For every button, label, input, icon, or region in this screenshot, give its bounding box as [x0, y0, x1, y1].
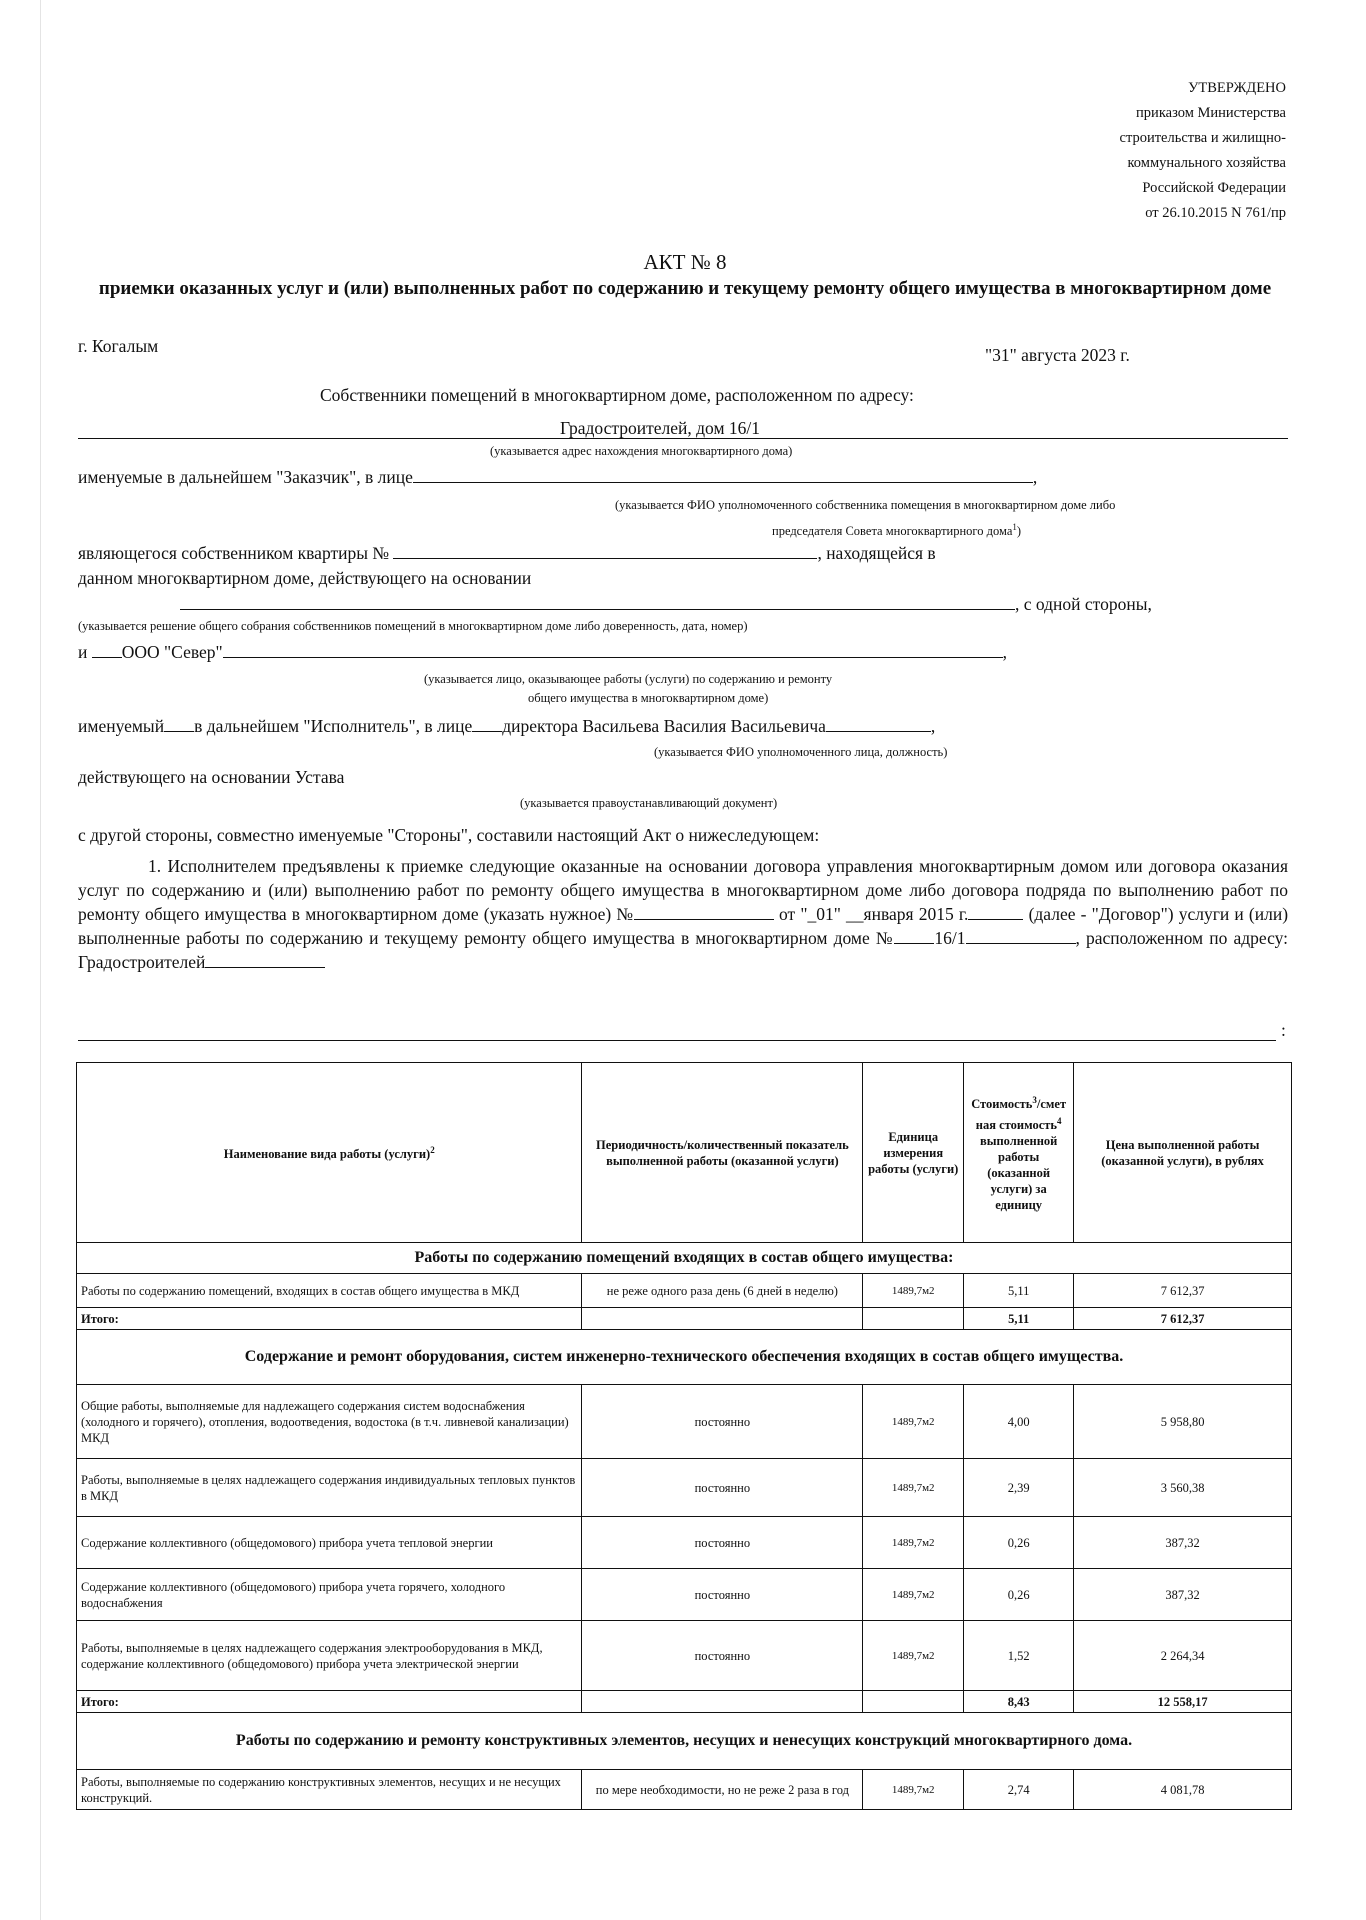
approval-line: приказом Министерства — [1136, 105, 1286, 121]
row-period: постоянно — [582, 1459, 863, 1517]
table-row — [77, 1385, 1292, 1459]
paragraph-from: от " — [779, 904, 808, 924]
customer-hint-close: ) — [1016, 524, 1022, 539]
section-title: Работы по содержанию помещений входящих в состав общего имущества: — [77, 1243, 1292, 1274]
section-row — [77, 1243, 1292, 1274]
row-cost: 2,39 — [964, 1459, 1074, 1517]
owners-line: Собственники помещений в многоквартирном доме, расположенном по адресу: — [320, 385, 914, 405]
table-row — [77, 1517, 1292, 1569]
city: г. Когалым — [78, 336, 159, 356]
table-header-row — [77, 1063, 1292, 1243]
house-blank — [894, 927, 934, 944]
basis-field — [180, 593, 1015, 610]
section-row — [77, 1330, 1292, 1385]
row-unit: 1489,7м2 — [863, 1274, 964, 1308]
act-title — [75, 248, 1295, 302]
approval-line: строительства и жилищно- — [1119, 130, 1286, 146]
works-table — [76, 1062, 1292, 1810]
row-period: не реже одного раза день (6 дней в неделю) — [582, 1274, 863, 1308]
section-row — [77, 1713, 1292, 1770]
street-field — [205, 951, 325, 968]
row-period: по мере необходимости, но не реже 2 раза в год — [582, 1770, 863, 1810]
row-cost: 2,74 — [964, 1770, 1074, 1810]
executor-blank — [164, 715, 194, 732]
paragraph-lead: 1. Исполнителем предъявлены к приемке следующие оказанные на основании договора управления многоквартирным домом или договора оказания услуг по содержанию и (или) выполнению работ по ремонту общего имущества в многоквартирном доме либо договора подряда по выполнению работ по ремонту общего имущества в многоквартирном доме (указать нужное) — [78, 856, 1288, 924]
owner-apt-label: являющегося собственником квартиры № — [78, 543, 390, 563]
customer-hint: (указывается ФИО уполномоченного собственника помещения в многоквартирном доме либо — [615, 498, 1116, 512]
header-period: Периодичность/количественный показатель выполненной работы (оказанной услуги) — [582, 1063, 863, 1243]
total-empty — [582, 1691, 863, 1713]
customer-field — [413, 466, 1033, 483]
act-date: "31" августа 2023 г. — [985, 345, 1130, 365]
row-unit: 1489,7м2 — [863, 1459, 964, 1517]
row-cost: 5,11 — [964, 1274, 1074, 1308]
paragraph-colon: : — [1281, 1020, 1286, 1040]
approval-line: УТВЕРЖДЕНО — [1188, 80, 1286, 96]
paragraph-no: № — [616, 904, 634, 924]
row-unit: 1489,7м2 — [863, 1385, 964, 1459]
customer-label: именуемые в дальнейшем "Заказчик", в лице — [78, 467, 413, 487]
total-label: Итого: — [77, 1308, 582, 1330]
row-unit: 1489,7м2 — [863, 1569, 964, 1621]
row-name: Работы, выполняемые по содержанию конструктивных элементов, несущих и не несущих конструкций. — [77, 1770, 582, 1810]
table-row — [77, 1569, 1292, 1621]
contract-number-field — [634, 903, 774, 920]
basis-doc-line: действующего на основании Устава — [78, 767, 345, 787]
header-unit: Единица измерения работы (услуги) — [863, 1063, 964, 1243]
total-label: Итого: — [77, 1691, 582, 1713]
act-subtitle: приемки оказанных услуг и (или) выполненных работ по содержанию и текущему ремонту общего имущества в многоквартирном доме — [98, 278, 1272, 299]
approval-line: от 26.10.2015 N 761/пр — [1145, 205, 1286, 221]
row-cost: 0,26 — [964, 1517, 1074, 1569]
contract-day: _01 — [807, 904, 834, 924]
house-line: данном многоквартирном доме, действующего на основании — [78, 568, 532, 588]
row-name: Содержание коллективного (общедомового) прибора учета тепловой энергии — [77, 1517, 582, 1569]
total-cost: 5,11 — [964, 1308, 1074, 1330]
total-empty — [863, 1691, 964, 1713]
basis-doc-hint: (указывается правоустанавливающий документ) — [520, 796, 778, 810]
row-unit: 1489,7м2 — [863, 1517, 964, 1569]
year-field — [968, 903, 1023, 920]
address-value: Градостроителей, дом 16/1 — [560, 418, 761, 438]
act-number: АКТ № 8 — [643, 250, 727, 274]
section-title: Работы по содержанию и ремонту конструктивных элементов, несущих и ненесущих конструкций многоквартирного дома. — [77, 1713, 1292, 1770]
row-unit: 1489,7м2 — [863, 1621, 964, 1691]
row-price: 387,32 — [1074, 1569, 1292, 1621]
row-cost: 4,00 — [964, 1385, 1074, 1459]
owner-apt-end: , находящейся в — [817, 543, 936, 563]
executor-blank-2 — [472, 715, 502, 732]
contractor-blank — [92, 641, 122, 658]
row-name: Содержание коллективного (общедомового) прибора учета горячего, холодного водоснабжения — [77, 1569, 582, 1621]
row-name: Работы, выполняемые в целях надлежащего содержания индивидуальных тепловых пунктов в МКД — [77, 1459, 582, 1517]
basis-line — [180, 592, 1152, 616]
row-period: постоянно — [582, 1621, 863, 1691]
row-price: 3 560,38 — [1074, 1459, 1292, 1517]
paragraph-loc: , расположенном по адресу: — [1075, 928, 1288, 948]
row-period: постоянно — [582, 1569, 863, 1621]
customer-hint-text: председателя Совета многоквартирного дома — [772, 524, 1013, 539]
total-price: 7 612,37 — [1074, 1308, 1292, 1330]
total-row — [77, 1308, 1292, 1330]
table-row — [77, 1770, 1292, 1810]
paragraph-rest: (далее - "Договор") услуги и (или) выполненные работы по содержанию и текущему ремонту общего имущества в многоквартирном доме № — [78, 904, 1289, 948]
scan-edge — [40, 0, 41, 1920]
table-row — [77, 1621, 1292, 1691]
contractor-hint: (указывается лицо, оказывающее работы (услуги) по содержанию и ремонту — [424, 672, 833, 686]
row-name: Работы по содержанию помещений, входящих в состав общего имущества в МКД — [77, 1274, 582, 1308]
row-name: Общие работы, выполняемые для надлежащего содержания систем водоснабжения (холодного и горячего), отопления, водоотведения, водостока (в т.ч. ливневой канализации) МКД — [77, 1385, 582, 1459]
other-side-line: с другой стороны, совместно именуемые "Стороны", составили настоящий Акт о нижеследующем: — [78, 825, 820, 845]
footnote-mark: 2 — [430, 1145, 435, 1156]
contractor-field — [223, 641, 1003, 658]
approval-line: коммунального хозяйства — [1127, 155, 1286, 171]
row-unit: 1489,7м2 — [863, 1770, 964, 1810]
row-price: 4 081,78 — [1074, 1770, 1292, 1810]
apartment-field — [393, 542, 817, 559]
row-price: 2 264,34 — [1074, 1621, 1292, 1691]
row-period: постоянно — [582, 1385, 863, 1459]
contractor-line: и ООО "Север" , — [78, 642, 1008, 662]
table-row — [77, 1459, 1292, 1517]
executor-line: именуемый в дальнейшем "Исполнитель", в лице директора Васильева Василия Васильевича , — [78, 716, 936, 736]
row-price: 387,32 — [1074, 1517, 1292, 1569]
executor-field — [826, 715, 931, 732]
customer-hint-2 — [772, 519, 1021, 539]
row-name: Работы, выполняемые в целях надлежащего содержания электрооборудования в МКД, содержание коллективного (общедомового) прибора учета электрической энергии — [77, 1621, 582, 1691]
house-field — [966, 927, 1076, 944]
total-empty — [582, 1308, 863, 1330]
header-name-text: Наименование вида работы (услуги) — [223, 1147, 431, 1162]
header-cost-c: выполненной работы (оказанной услуги) за единицу — [979, 1133, 1058, 1212]
customer-line: именуемые в дальнейшем "Заказчик", в лице , — [78, 467, 1038, 487]
header-price: Цена выполненной работы (оказанной услуги), в рублях — [1074, 1063, 1292, 1243]
house-number: 16/1 — [934, 928, 966, 948]
footnote-mark: 4 — [1057, 1115, 1062, 1126]
header-cost — [964, 1063, 1074, 1243]
executor-b: в дальнейшем "Исполнитель", в лице — [194, 716, 473, 736]
contract-month: " __января 2015 г. — [833, 904, 969, 924]
address-hint: (указывается адрес нахождения многоквартирного дома) — [490, 444, 793, 458]
row-cost: 0,26 — [964, 1569, 1074, 1621]
paragraph-1 — [78, 854, 1288, 974]
row-cost: 1,52 — [964, 1621, 1074, 1691]
address-underline — [78, 438, 1288, 439]
header-cost-a: Стоимость — [971, 1097, 1033, 1112]
contractor-name: ООО "Север" — [121, 642, 223, 662]
total-cost: 8,43 — [964, 1691, 1074, 1713]
one-side: , с одной стороны, — [1015, 594, 1152, 614]
header-name — [77, 1063, 582, 1243]
executor-hint: (указывается ФИО уполномоченного лица, должность) — [654, 745, 948, 759]
table-row — [77, 1274, 1292, 1308]
paragraph-underline — [78, 1040, 1276, 1041]
footnote-mark: 3 — [1032, 1095, 1037, 1106]
executor-a: именуемый — [78, 716, 165, 736]
executor-c: директора Васильева Василия Васильевича — [502, 716, 826, 736]
contractor-hint-2: общего имущества в многоквартирном доме) — [528, 691, 769, 705]
street-name: Градостроителей — [78, 952, 206, 972]
footnote-mark: 1 — [1012, 522, 1017, 532]
row-period: постоянно — [582, 1517, 863, 1569]
total-row — [77, 1691, 1292, 1713]
total-price: 12 558,17 — [1074, 1691, 1292, 1713]
total-empty — [863, 1308, 964, 1330]
header-cost-b: /смет ная стоимость — [975, 1097, 1067, 1132]
basis-hint: (указывается решение общего собрания собственников помещений в многоквартирном доме либо доверенность, дата, номер) — [78, 619, 748, 633]
row-price: 5 958,80 — [1074, 1385, 1292, 1459]
and-prefix: и — [78, 642, 88, 662]
approval-line: Российской Федерации — [1142, 180, 1286, 196]
owner-apt-line — [78, 541, 936, 565]
section-title: Содержание и ремонт оборудования, систем инженерно-технического обеспечения входящих в состав общего имущества. — [77, 1330, 1292, 1385]
row-price: 7 612,37 — [1074, 1274, 1292, 1308]
approval-stamp — [1046, 76, 1286, 226]
